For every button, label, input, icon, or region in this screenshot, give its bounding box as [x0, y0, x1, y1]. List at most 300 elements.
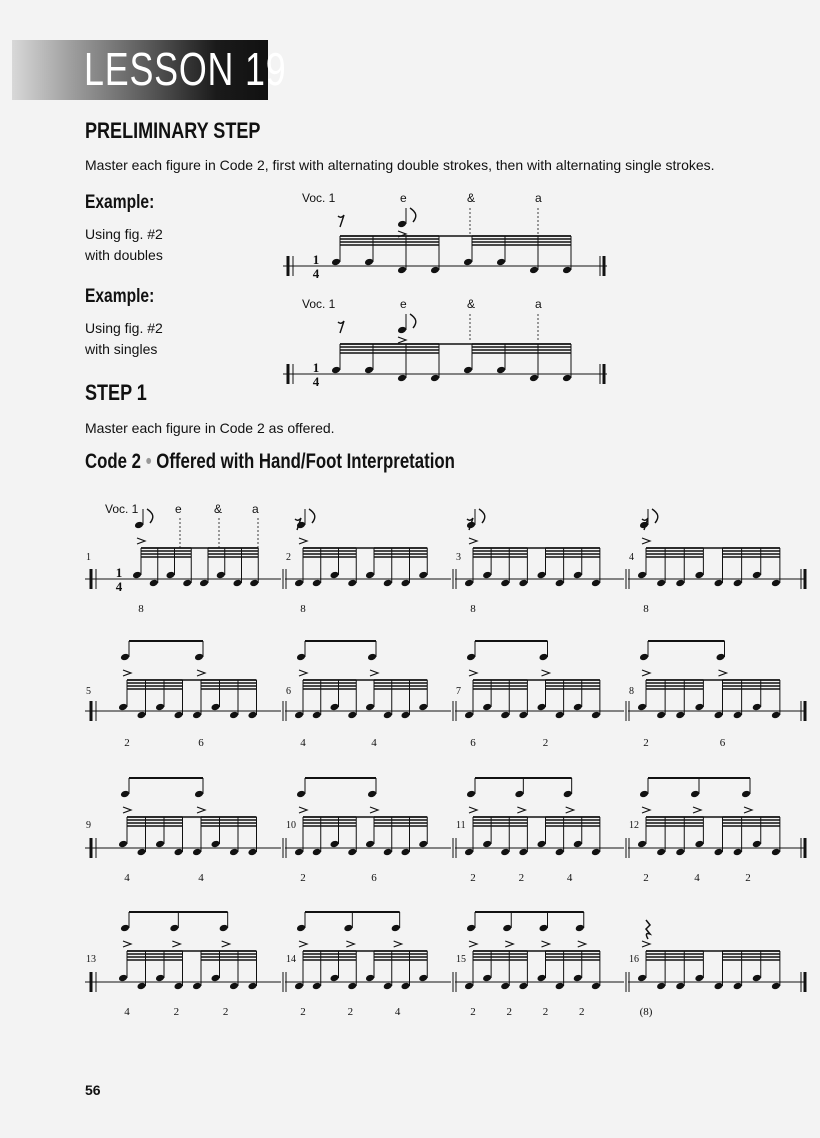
figure-3-notes-note — [518, 579, 528, 588]
figure-16-notes-note — [752, 974, 762, 983]
figure-11-notes-note — [555, 848, 565, 857]
accent-mark — [744, 807, 752, 813]
stroke-count: 2 — [470, 872, 476, 884]
stroke-count: 2 — [745, 872, 751, 884]
figure-4-notes-note — [637, 571, 647, 580]
figure-14-notes-note — [418, 974, 428, 983]
accent-mark — [542, 670, 550, 676]
accent-mark — [566, 807, 574, 813]
figure-7-notes-note — [573, 703, 583, 712]
voice-count-e: e — [400, 191, 407, 205]
voice-note — [575, 924, 585, 933]
accent-mark — [172, 941, 180, 947]
figure-7-notes-note — [591, 711, 601, 720]
accent-mark — [346, 941, 354, 947]
figure-15-notes-note — [500, 982, 510, 991]
figure-5-notes-note — [137, 711, 147, 720]
time-signature-bottom: 4 — [312, 266, 320, 281]
figure-number: 10 — [286, 820, 296, 831]
accent-mark — [197, 807, 205, 813]
figure-number: 15 — [456, 954, 466, 965]
figure-13-notes-note — [137, 982, 147, 991]
stroke-notes-note — [463, 366, 473, 375]
voice-note — [296, 653, 306, 662]
figure-2-notes-note — [365, 571, 375, 580]
stroke-count: 2 — [470, 1006, 476, 1018]
stroke-notes-note — [562, 374, 572, 383]
time-signature-top: 1 — [312, 360, 320, 375]
figure-11-notes-note — [591, 848, 601, 857]
figure-9-notes-note — [211, 840, 221, 849]
figure-10-notes-note — [383, 848, 393, 857]
accent-mark — [693, 807, 701, 813]
figure-number: 4 — [629, 552, 634, 563]
figure-number: 1 — [86, 552, 91, 563]
accent-mark — [642, 941, 650, 947]
figure-15-notes-note — [464, 982, 474, 991]
figure-2-notes-note — [312, 579, 322, 588]
stroke-notes-note — [463, 258, 473, 267]
code2-title: Code 2 — [85, 450, 142, 473]
figure-15-notes-note — [482, 974, 492, 983]
voice-note — [466, 653, 476, 662]
stroke-notes-note — [331, 366, 341, 375]
figure-2-notes-note — [401, 579, 411, 588]
figure-5-notes-note — [155, 703, 165, 712]
figure-14-notes-note — [365, 974, 375, 983]
figure-9-notes-note — [192, 848, 202, 857]
voice-note — [367, 790, 377, 799]
figure-4-notes-note — [656, 579, 666, 588]
accent-mark — [505, 941, 513, 947]
accent-mark — [137, 538, 145, 544]
figure-4-notes-note — [694, 571, 704, 580]
figure-16-notes-note — [733, 982, 743, 991]
figure-3-notes-note — [573, 571, 583, 580]
voice-note — [169, 924, 179, 933]
accent-mark — [123, 670, 131, 676]
stroke-notes-note — [430, 374, 440, 383]
figure-14-notes-note — [330, 974, 340, 983]
figure-11-notes-note — [573, 840, 583, 849]
stroke-count: 8 — [300, 603, 306, 615]
stroke-notes-note — [331, 258, 341, 267]
code2-voice-count-1: Voc. 1 — [105, 502, 139, 516]
voice-note — [343, 924, 353, 933]
stroke-notes-note — [496, 366, 506, 375]
time-signature-top: 1 — [115, 565, 123, 580]
figure-5-notes-note — [192, 711, 202, 720]
stroke-count: (8) — [639, 1006, 653, 1018]
figure-12-notes-note — [675, 848, 685, 857]
accent-mark — [123, 807, 131, 813]
voice-count-and: & — [467, 191, 476, 205]
voice-note — [120, 924, 130, 933]
figure-2-notes-note — [294, 579, 304, 588]
stroke-count: 4 — [124, 1006, 130, 1018]
stroke-count: 2 — [300, 1006, 306, 1018]
accent-mark — [469, 538, 477, 544]
accent-mark — [398, 337, 406, 343]
figure-8-notes-note — [637, 703, 647, 712]
figure-number: 3 — [456, 552, 461, 563]
figure-2-notes-note — [383, 579, 393, 588]
figure-10-notes-note — [294, 848, 304, 857]
quarter-rest — [646, 920, 650, 939]
preliminary-step-heading: PRELIMINARY STEP — [85, 118, 261, 143]
stroke-count: 2 — [173, 1006, 180, 1018]
figure-3-notes-note — [500, 579, 510, 588]
figure-4-notes-note — [752, 571, 762, 580]
figure-7-notes-note — [555, 711, 565, 720]
figure-1-notes-note — [216, 571, 226, 580]
accent-mark — [469, 807, 477, 813]
figure-number: 13 — [86, 954, 96, 965]
preliminary-instruction: Master each figure in Code 2, first with alternating double strokes, then with alternating single strokes. — [85, 157, 715, 173]
figure-11-notes-note — [518, 848, 528, 857]
figure-9-notes-note — [137, 848, 147, 857]
figure-8-notes-note — [675, 711, 685, 720]
lesson-title: LESSON 19 — [84, 43, 287, 95]
figure-10-notes-note — [418, 840, 428, 849]
figure-number: 11 — [456, 820, 466, 831]
figure-13-notes-note — [174, 982, 184, 991]
figure-number: 8 — [629, 686, 634, 697]
time-signature-bottom: 4 — [115, 579, 123, 594]
figure-3-notes-note — [482, 571, 492, 580]
voice-flag — [410, 314, 416, 328]
voice-flag — [479, 509, 485, 523]
voice-note — [120, 790, 130, 799]
figure-number: 7 — [456, 686, 461, 697]
example1-desc-line1: Using fig. #2 — [85, 226, 163, 242]
voice-note — [716, 653, 726, 662]
stroke-notes-note — [397, 266, 407, 275]
time-signature-top: 1 — [312, 252, 320, 267]
figure-7-notes-note — [518, 711, 528, 720]
voice-note — [397, 326, 407, 335]
figure-8-notes-note — [694, 703, 704, 712]
stroke-notes-note — [562, 266, 572, 275]
figure-1-notes-note — [182, 579, 192, 588]
figure-12-notes-note — [637, 840, 647, 849]
figure-3-notes-note — [464, 579, 474, 588]
figure-15-notes-note — [573, 974, 583, 983]
stroke-notes-note — [529, 374, 539, 383]
figure-2-notes-note — [418, 571, 428, 580]
stroke-count: 2 — [542, 1006, 549, 1018]
voice-note — [134, 521, 144, 530]
time-signature-bottom: 4 — [312, 374, 320, 389]
figure-8-notes-note — [656, 711, 666, 720]
stroke-count: 4 — [566, 872, 573, 884]
figure-1-notes-note — [132, 571, 142, 580]
figure-14-notes-note — [383, 982, 393, 991]
figure-5-notes-note — [248, 711, 258, 720]
stroke-count: 6 — [198, 737, 204, 749]
accent-mark — [642, 538, 650, 544]
figure-10-notes-note — [312, 848, 322, 857]
figure-14-notes-note — [294, 982, 304, 991]
accent-mark — [299, 670, 307, 676]
figure-15-notes-note — [537, 974, 547, 983]
figure-12-notes-note — [752, 840, 762, 849]
stroke-notes-note — [364, 258, 374, 267]
stroke-count: 2 — [300, 872, 306, 884]
voice-note — [514, 790, 524, 799]
stroke-notes-note — [529, 266, 539, 275]
accent-mark — [123, 941, 131, 947]
stroke-count: 4 — [300, 737, 306, 749]
accent-mark — [299, 538, 307, 544]
figure-4-notes-note — [733, 579, 743, 588]
step1-heading: STEP 1 — [85, 380, 147, 405]
stroke-count: 2 — [222, 1006, 229, 1018]
stroke-count: 2 — [124, 737, 130, 749]
voice-flag — [410, 208, 416, 222]
stroke-count: 2 — [518, 872, 525, 884]
figure-2-notes-note — [347, 579, 357, 588]
voice-count-a: a — [535, 191, 542, 205]
stroke-count: 6 — [470, 737, 476, 749]
example2-desc-line1: Using fig. #2 — [85, 320, 163, 336]
figure-12-notes-note — [694, 840, 704, 849]
voice-flag — [652, 509, 658, 523]
voice-note — [639, 790, 649, 799]
accent-mark — [578, 941, 586, 947]
figure-12-notes-note — [656, 848, 666, 857]
stroke-count: 8 — [470, 603, 476, 615]
figure-number: 5 — [86, 686, 91, 697]
accent-mark — [642, 670, 650, 676]
figure-6-notes-note — [418, 703, 428, 712]
stroke-count: 2 — [506, 1006, 512, 1018]
figure-9-notes-note — [174, 848, 184, 857]
figure-12-notes-note — [714, 848, 724, 857]
figure-12-notes-note — [733, 848, 743, 857]
stroke-count: 4 — [371, 737, 377, 749]
figure-number: 2 — [286, 552, 291, 563]
figure-13-notes-note — [155, 974, 165, 983]
voice-note — [120, 653, 130, 662]
code2-subtitle: Offered with Hand/Foot Interpretation — [156, 450, 455, 473]
figure-9-notes-note — [155, 840, 165, 849]
voice-note — [639, 653, 649, 662]
figure-10-notes-note — [401, 848, 411, 857]
figure-9-notes-note — [118, 840, 128, 849]
figure-number: 6 — [286, 686, 291, 697]
figure-5-notes-note — [211, 703, 221, 712]
voice-note — [690, 790, 700, 799]
step1-instruction: Master each figure in Code 2 as offered. — [85, 420, 335, 436]
stroke-count: 2 — [347, 1006, 354, 1018]
figure-15-notes-note — [518, 982, 528, 991]
voice-note — [741, 790, 751, 799]
accent-mark — [299, 807, 307, 813]
figure-6-notes-note — [347, 711, 357, 720]
figure-13-notes-note — [118, 974, 128, 983]
voice-note — [539, 924, 549, 933]
voice-count-1: Voc. 1 — [302, 297, 336, 311]
accent-mark — [222, 941, 230, 947]
figure-16-notes-note — [694, 974, 704, 983]
stroke-count: 6 — [719, 737, 726, 749]
figure-9-notes-note — [229, 848, 239, 857]
example2-label: Example: — [85, 286, 155, 307]
voice-note — [367, 653, 377, 662]
figure-14-notes-note — [347, 982, 357, 991]
stroke-notes-note — [496, 258, 506, 267]
accent-mark — [197, 670, 205, 676]
voice-count-and: & — [467, 297, 476, 311]
figure-14-notes-note — [312, 982, 322, 991]
voice-note — [194, 790, 204, 799]
figure-1-notes-note — [166, 571, 176, 580]
figure-10-notes-note — [365, 840, 375, 849]
voice-note — [219, 924, 229, 933]
figure-1-notes-note — [249, 579, 259, 588]
figure-10-notes-note — [330, 840, 340, 849]
figure-8-notes-note — [752, 703, 762, 712]
code2-voice-count-e: e — [175, 502, 182, 516]
accent-mark — [642, 807, 650, 813]
stroke-count: 4 — [124, 872, 130, 884]
stroke-count: 8 — [138, 603, 144, 615]
figure-9-notes-note — [248, 848, 258, 857]
accent-mark — [370, 807, 378, 813]
figure-16-notes-note — [675, 982, 685, 991]
stroke-notes-note — [430, 266, 440, 275]
stroke-count: 6 — [371, 872, 377, 884]
figure-15-notes-note — [591, 982, 601, 991]
figure-6-notes-note — [401, 711, 411, 720]
voice-flag — [309, 509, 315, 523]
figure-5-notes-note — [118, 703, 128, 712]
code2-separator: • — [145, 450, 152, 473]
figure-8-notes-note — [771, 711, 781, 720]
sixteenth-rest — [338, 321, 344, 333]
figure-5-notes-note — [174, 711, 184, 720]
figure-11-notes-note — [482, 840, 492, 849]
figure-6-notes-note — [383, 711, 393, 720]
figure-1-notes-note — [149, 579, 159, 588]
stroke-count: 2 — [643, 737, 649, 749]
figure-7-notes-note — [500, 711, 510, 720]
figure-11-notes-note — [537, 840, 547, 849]
voice-count-a: a — [535, 297, 542, 311]
voice-note — [466, 790, 476, 799]
accent-mark — [517, 807, 525, 813]
figure-12-notes-note — [771, 848, 781, 857]
example1-desc-line2: with doubles — [85, 247, 163, 263]
figure-2-notes-note — [330, 571, 340, 580]
figure-7-notes-note — [464, 711, 474, 720]
figure-number: 16 — [629, 954, 639, 965]
voice-note — [296, 924, 306, 933]
figure-10-notes-note — [347, 848, 357, 857]
figure-14-notes-note — [401, 982, 411, 991]
figure-3-notes-note — [537, 571, 547, 580]
stroke-count: 2 — [643, 872, 649, 884]
figure-6-notes-note — [330, 703, 340, 712]
voice-note — [502, 924, 512, 933]
figure-4-notes-note — [714, 579, 724, 588]
figure-1-notes-note — [233, 579, 243, 588]
example2-desc-line2: with singles — [85, 341, 158, 357]
accent-mark — [370, 670, 378, 676]
figure-13-notes-note — [211, 974, 221, 983]
example1-label: Example: — [85, 192, 155, 213]
stroke-notes-note — [364, 366, 374, 375]
voice-flag — [147, 509, 153, 523]
figure-3-notes-note — [555, 579, 565, 588]
figure-13-notes-note — [229, 982, 239, 991]
stroke-count: 4 — [394, 1006, 401, 1018]
stroke-count: 2 — [579, 1006, 585, 1018]
figure-1-notes-note — [199, 579, 209, 588]
figure-number: 9 — [86, 820, 91, 831]
accent-mark — [542, 941, 550, 947]
figure-7-notes-note — [482, 703, 492, 712]
figure-8-notes-note — [714, 711, 724, 720]
voice-note — [391, 924, 401, 933]
figure-16-notes-note — [637, 974, 647, 983]
accent-mark — [469, 670, 477, 676]
figure-6-notes-note — [294, 711, 304, 720]
figure-15-notes-note — [555, 982, 565, 991]
figure-4-notes-note — [771, 579, 781, 588]
figure-11-notes-note — [500, 848, 510, 857]
accent-mark — [719, 670, 727, 676]
figure-number: 12 — [629, 820, 639, 831]
accent-mark — [469, 941, 477, 947]
voice-note — [194, 653, 204, 662]
page-number: 56 — [85, 1082, 101, 1098]
accent-mark — [394, 941, 402, 947]
figure-4-notes-note — [675, 579, 685, 588]
code2-voice-count-a: a — [252, 502, 259, 516]
voice-note — [296, 790, 306, 799]
voice-note — [397, 220, 407, 229]
voice-note — [563, 790, 573, 799]
voice-count-1: Voc. 1 — [302, 191, 336, 205]
figure-6-notes-note — [312, 711, 322, 720]
stroke-notes-note — [397, 374, 407, 383]
figure-11-notes-note — [464, 848, 474, 857]
code2-voice-count-and: & — [214, 502, 223, 516]
figure-13-notes-note — [192, 982, 202, 991]
figure-5-notes-note — [229, 711, 239, 720]
figure-16-notes-note — [656, 982, 666, 991]
sixteenth-rest — [338, 215, 344, 227]
stroke-count: 4 — [198, 872, 204, 884]
stroke-count: 4 — [694, 872, 700, 884]
figure-8-notes-note — [733, 711, 743, 720]
voice-note — [466, 924, 476, 933]
figure-7-notes-note — [537, 703, 547, 712]
stroke-count: 2 — [542, 737, 549, 749]
figure-13-notes-note — [248, 982, 258, 991]
figure-16-notes-note — [771, 982, 781, 991]
figure-number: 14 — [286, 954, 296, 965]
voice-count-e: e — [400, 297, 407, 311]
accent-mark — [299, 941, 307, 947]
figure-16-notes-note — [714, 982, 724, 991]
voice-note — [539, 653, 549, 662]
figure-3-notes-note — [591, 579, 601, 588]
stroke-count: 8 — [643, 603, 649, 615]
figure-6-notes-note — [365, 703, 375, 712]
